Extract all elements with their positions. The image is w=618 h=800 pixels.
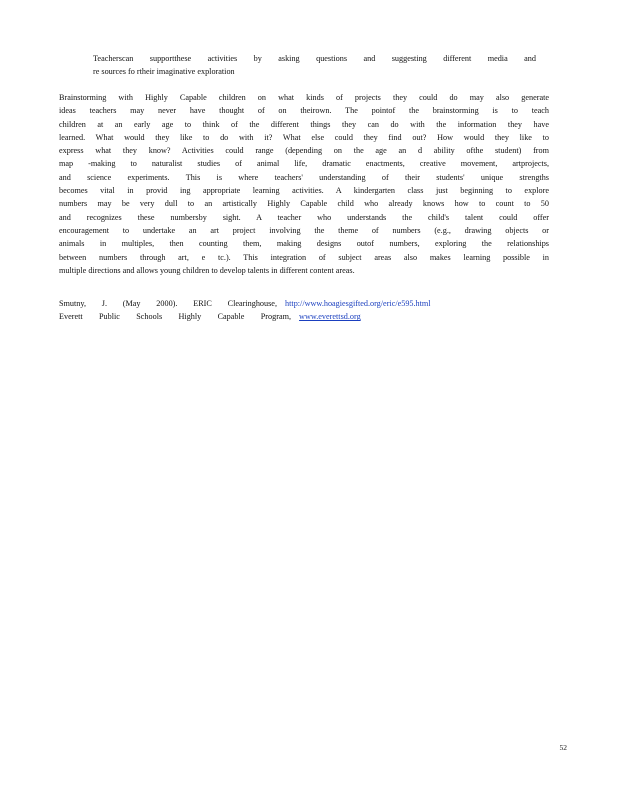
paragraph-line: becomes vital in provid ing appropriate learning activities. A kindergarten class just beginning to explore: [59, 186, 549, 196]
references: [59, 297, 479, 324]
paragraph-line: and science experiments. This is where teachers' understanding of their students' unique strengths: [59, 172, 549, 182]
paragraph-teachers: [93, 52, 536, 79]
paragraph-line: multiple directions and allows young children to develop talents in different content areas.: [59, 265, 355, 275]
paragraph-line: encouragement to undertake an art project involving the theme of numbers (e.g., drawing objects or: [59, 225, 549, 235]
paragraph-line: and recognizes these numbersby sight. A teacher who understands the child's talent could offer: [59, 212, 549, 222]
paragraph-brainstorming: [59, 91, 549, 277]
paragraph-line: Teacherscan supportthese activities by asking questions and suggesting different media and: [93, 54, 536, 63]
paragraph-line: ideas teachers may never have thought of on theirown. The pointof the brainstorming is to teach: [59, 106, 549, 116]
reference-everett: [59, 310, 479, 323]
paragraph-line: learned. What would they like to do with it? What else could they find out? How would they like to: [59, 132, 549, 142]
paragraph-line: animals in multiples, then counting them, making designs outof numbers, exploring the relationships: [59, 239, 549, 249]
paragraph-line: express what they know? Activities could range (depending on the age an d ability ofthe student) from: [59, 146, 549, 156]
reference-link[interactable]: http://www.hoagiesgifted.org/eric/e595.html: [285, 299, 431, 308]
page-number: 52: [559, 743, 567, 752]
reference-text: Smutny, J. (May 2000). ERIC Clearinghouse,: [59, 299, 277, 308]
reference-smutny: [59, 297, 479, 310]
paragraph-line: between numbers through art, e tc.). This integration of subject areas also makes learning possible in: [59, 252, 549, 262]
paragraph-line: numbers may be very dull to an artistically Highly Capable child who already knows how to count to 50: [59, 199, 549, 209]
paragraph-line: map -making to naturalist studies of animal life, dramatic enactments, creative movement, artprojects,: [59, 159, 549, 169]
reference-text: Everett Public Schools Highly Capable Program,: [59, 312, 291, 322]
paragraph-line: re sources fo rtheir imaginative exploration: [93, 67, 235, 77]
paragraph-line: Brainstorming with Highly Capable children on what kinds of projects they could do may also generate: [59, 93, 549, 102]
reference-link[interactable]: www.everettsd.org: [299, 312, 361, 322]
paragraph-line: children at an early age to think of the different things they can do with the information they have: [59, 119, 549, 129]
